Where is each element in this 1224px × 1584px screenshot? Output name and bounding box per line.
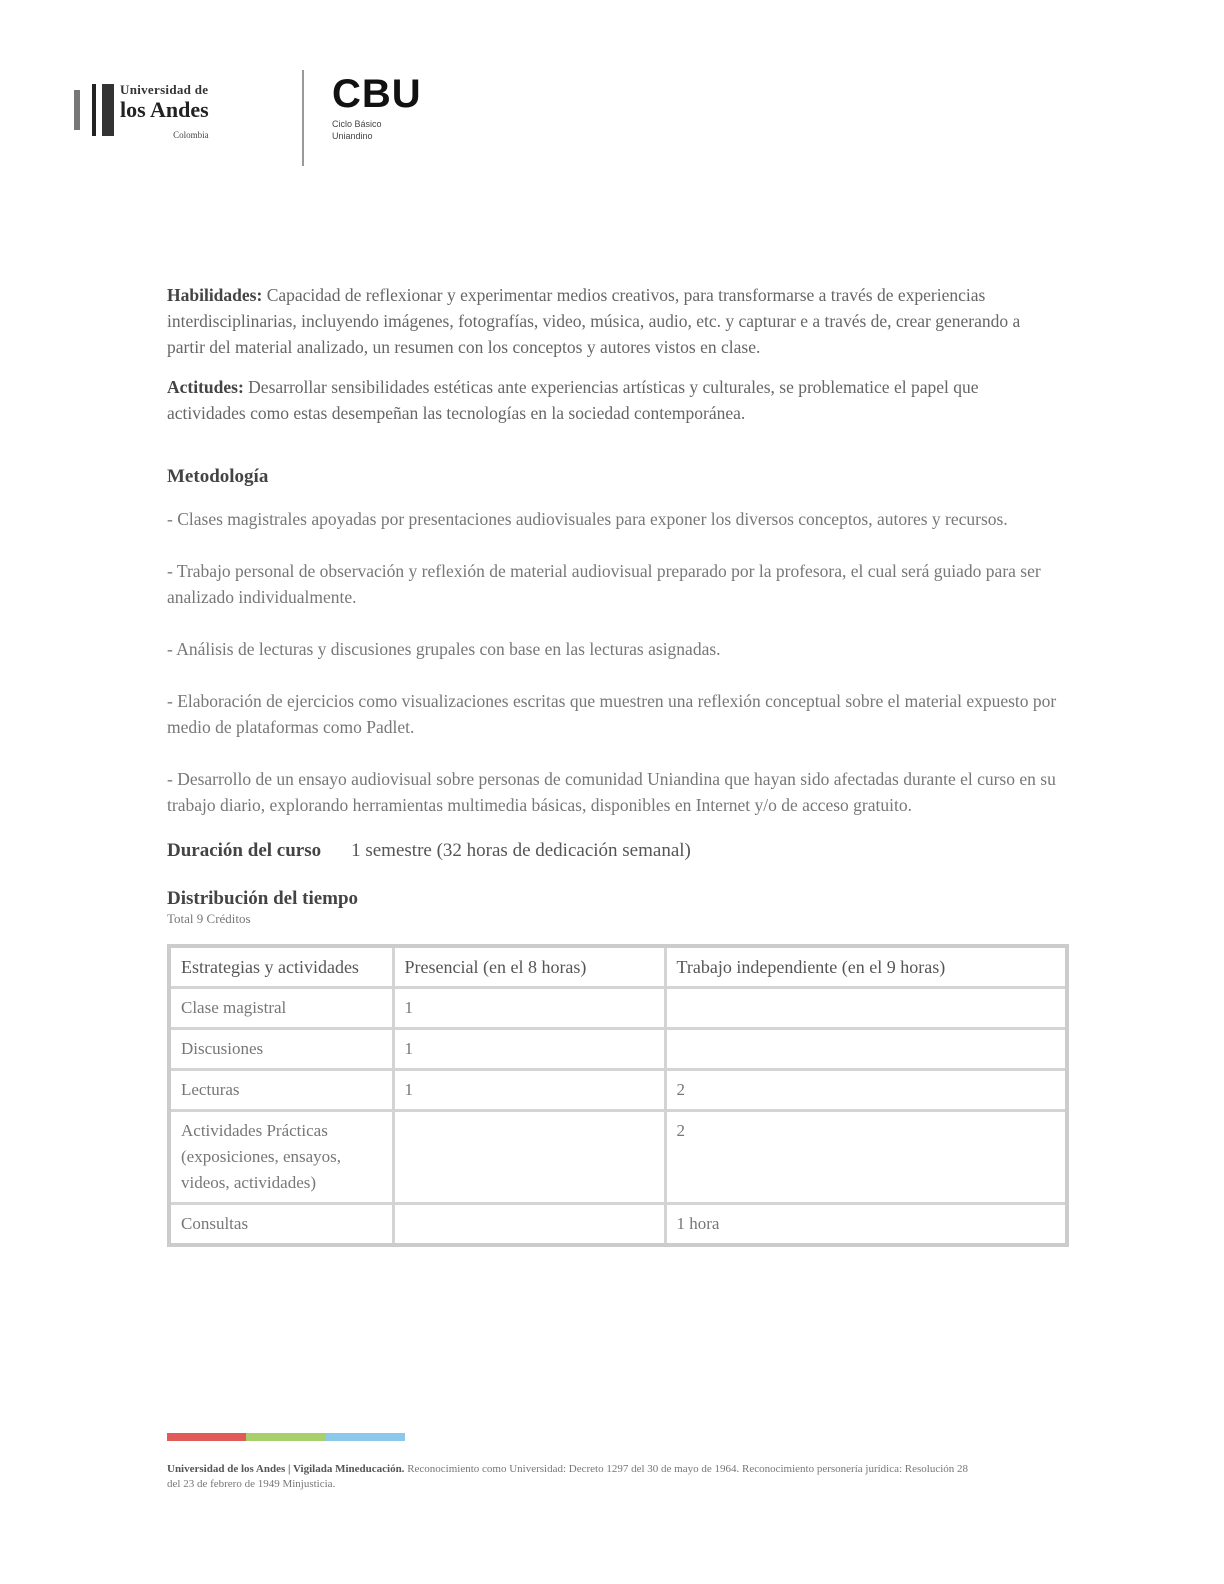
- university-name-line2: los Andes: [120, 97, 209, 122]
- cbu-subtitle-2: Uniandino: [332, 131, 373, 141]
- table-header-cell: Estrategias y actividades: [169, 946, 393, 988]
- table-cell: Lecturas: [169, 1070, 393, 1111]
- skills-label: Habilidades:: [167, 285, 263, 305]
- table-cell: 1: [393, 1070, 665, 1111]
- university-country: Colombia: [173, 130, 209, 140]
- document-body: [167, 282, 1057, 1247]
- table-cell: 1 hora: [665, 1204, 1067, 1246]
- table-cell: 2: [665, 1111, 1067, 1204]
- attitudes-text: Desarrollar sensibilidades estéticas ante experiencias artísticas y culturales, se problematice el papel que actividades como estas desempeñan las tecnologías en la sociedad contemporánea.: [167, 377, 979, 423]
- table-cell: [665, 1029, 1067, 1070]
- table-cell: [665, 988, 1067, 1029]
- table-header-cell: Presencial (en el 8 horas): [393, 946, 665, 988]
- cbu-title: CBU: [332, 72, 422, 116]
- table-row: [169, 988, 1067, 1029]
- color-bar-green: [246, 1433, 325, 1441]
- table-row: [169, 1070, 1067, 1111]
- attitudes-paragraph: [167, 374, 1057, 426]
- duration-label: Duración del curso: [167, 840, 322, 861]
- color-bar-blue: [326, 1433, 405, 1441]
- footer-legal-note: [167, 1462, 977, 1492]
- methodology-item: - Análisis de lecturas y discusiones grupales con base en las lecturas asignadas.: [167, 639, 721, 659]
- skills-paragraph: [167, 282, 1057, 360]
- color-bar-red: [167, 1433, 246, 1441]
- table-cell: [393, 1204, 665, 1246]
- methodology-item: - Desarrollo de un ensayo audiovisual sobre personas de comunidad Uniandina que hayan sido afectadas durante el curso en su trabajo diario, explorando herramientas multimedia básicas, disponibles en Internet y/o de acceso gratuito.: [167, 769, 1056, 815]
- table-row: [169, 1111, 1067, 1204]
- university-logo: [70, 78, 270, 158]
- skills-text: Capacidad de reflexionar y experimentar medios creativos, para transformarse a través de experiencias interdisciplinarias, incluyendo imágenes, fotografías, video, música, audio, etc. y capturar e a través de, crear generando a partir del material analizado, un resumen con los conceptos y autores vistos en clase.: [167, 285, 1021, 357]
- methodology-item: - Trabajo personal de observación y reflexión de material audiovisual preparado por la profesora, el cual será guiado para ser analizado individualmente.: [167, 561, 1041, 607]
- table-cell: Discusiones: [169, 1029, 393, 1070]
- table-row: [169, 1204, 1067, 1246]
- footer-color-bar: [167, 1433, 405, 1441]
- table-cell: Clase magistral: [169, 988, 393, 1029]
- table-cell: 2: [665, 1070, 1067, 1111]
- table-cell: 1: [393, 988, 665, 1029]
- footer-text: Reconocimiento como Universidad: Decreto 1297 del 30 de mayo de 1964. Reconocimiento personería jurídica: Resolución 28 del 23 de febrero de 1949 Minjusticia.: [167, 1463, 969, 1490]
- table-header-cell: Trabajo independiente (en el 9 horas): [665, 946, 1067, 988]
- methodology-item: - Clases magistrales apoyadas por presentaciones audiovisuales para exponer los diversos conceptos, autores y recursos.: [167, 509, 1008, 529]
- course-duration: [167, 838, 1057, 864]
- header-logos: [70, 70, 440, 170]
- cbu-logo: [332, 70, 422, 142]
- table-cell: Consultas: [169, 1204, 393, 1246]
- table-cell: [393, 1111, 665, 1204]
- university-emblem-icon: [70, 84, 114, 140]
- duration-value: 1 semestre (32 horas de dedicación semanal): [351, 840, 691, 861]
- attitudes-label: Actitudes:: [167, 377, 244, 397]
- time-distribution-table: [167, 944, 1069, 1247]
- distribution-title: Distribución del tiempo: [167, 888, 359, 909]
- table-cell: Actividades Prácticas (exposiciones, ensayos, videos, actividades): [169, 1111, 393, 1204]
- table-header-row: [169, 946, 1067, 988]
- table-row: [169, 1029, 1067, 1070]
- methodology-title: Metodología: [167, 466, 269, 487]
- methodology-item: - Elaboración de ejercicios como visualizaciones escritas que muestren una reflexión conceptual sobre el material expuesto por medio de plataformas como Padlet.: [167, 691, 1057, 737]
- table-cell: 1: [393, 1029, 665, 1070]
- cbu-subtitle-1: Ciclo Básico: [332, 119, 382, 129]
- distribution-subtitle: Total 9 Créditos: [167, 911, 251, 926]
- logo-divider: [302, 70, 304, 166]
- university-name-line1: Universidad de: [120, 82, 209, 97]
- footer-label: Universidad de los Andes | Vigilada Mineducación.: [167, 1463, 405, 1475]
